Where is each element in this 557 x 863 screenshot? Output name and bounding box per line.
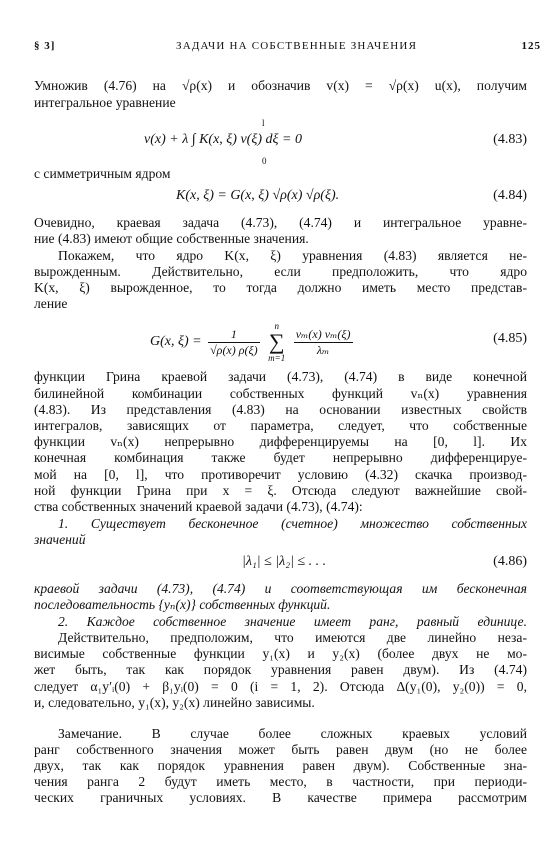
text-line: ства собственных значений краевой задачи (4.73), (4.74):	[34, 499, 363, 514]
text-line: Покажем, что ядро K(x, ξ) уравнения (4.83) является не-	[58, 248, 527, 263]
running-header	[34, 40, 541, 54]
equation-4-86	[34, 548, 527, 572]
text-line: чения ранга 2 будут иметь место, в частности, при периоди-	[34, 774, 527, 789]
text-line: функции vₙ(x) непрерывно дифференцируемы на [0, l]. Их	[34, 434, 527, 449]
text-line: вырожденным. Действительно, если предположить, что ядро	[34, 264, 527, 279]
summation	[268, 321, 285, 363]
text-line: значений	[34, 532, 86, 547]
text-line: с симметричным ядром	[34, 166, 171, 181]
text-line: краевой задачи (4.73), (4.74) и соответствующая им бесконечная	[34, 581, 527, 596]
fraction	[294, 327, 353, 358]
text-line: ранг собственного значения может быть равен двум (но не более	[34, 742, 527, 757]
text-line: K(x, ξ) вырожденное, то тогда должно иметь место представ-	[34, 280, 527, 295]
text-line: Действительно, предположим, что имеются две линейно неза-	[58, 630, 527, 645]
text-line: мой на [0, l], что противоречит условию (4.32) скачка производ-	[34, 467, 527, 482]
equation-body: K(x, ξ) = G(x, ξ) √ρ(x) √ρ(ξ).	[176, 188, 340, 203]
equation-body: v(x) + λ ∫ K(x, ξ) v(ξ) dξ = 0	[144, 132, 302, 147]
text-line: ной функции Грина при x = ξ. Отсюда следуют важнейшие свой-	[34, 483, 527, 498]
text-line: Замечание. В случае более сложных краевых условий	[58, 726, 527, 741]
sigma-icon: ∑	[268, 329, 285, 354]
equation-number: (4.85)	[493, 331, 527, 346]
sum-lower-limit: m=1	[268, 353, 286, 363]
text-line: ческих граничных условиях. В качестве примера рассмотрим	[34, 790, 527, 805]
integral-lower-limit: 0	[262, 156, 267, 166]
text-line: билинейной комбинации собственных функций vₙ(x) уравнения	[34, 386, 527, 401]
text-line: жет быть, так как порядок уравнения равен двум). Из (4.74)	[34, 662, 527, 677]
equation-number: (4.84)	[493, 188, 527, 203]
text-line: последовательность {yₙ(x)} собственных функций.	[34, 597, 331, 612]
equation-lhs: G(x, ξ) =	[150, 334, 202, 350]
text-line: интегральное уравнение	[34, 95, 176, 110]
text-line: ление	[34, 296, 68, 311]
page-number: 125	[521, 40, 541, 52]
text-line: следует α₁y′ᵢ(0) + β₁yᵢ(0) = 0 (i = 1, 2). Отсюда Δ(y₁(0), y₂(0)) = 0,	[34, 679, 527, 694]
text-line: интегралов, зависящих от параметра, следует, что собственные	[34, 418, 527, 433]
fraction-denominator: λₘ	[316, 342, 330, 357]
equation-body: |λ₁| ≤ |λ₂| ≤ . . .	[242, 554, 327, 569]
text-line: Очевидно, краевая задача (4.73), (4.74) и интегральное уравне-	[34, 215, 527, 230]
text-line: 1. Существует бесконечное (счетное) множество собственных	[58, 516, 527, 531]
fraction-denominator: √ρ(x) ρ(ξ)	[210, 342, 258, 357]
text-line: конечная комбинация также будет непрерывно дифференцируе-	[34, 450, 527, 465]
fraction-numerator: 1	[208, 327, 260, 343]
equation-4-83	[34, 118, 527, 166]
equation-4-85	[34, 315, 527, 361]
equation-number: (4.83)	[493, 132, 527, 147]
chapter-title: ЗАДАЧИ НА СОБСТВЕННЫЕ ЗНАЧЕНИЯ	[176, 40, 418, 52]
text-line: двух, так как порядок уравнения равен двум). Собственные зна-	[34, 758, 527, 773]
text-line: Умножив (4.76) на √ρ(x) и обозначив v(x) = √ρ(x) u(x), получим	[34, 78, 527, 93]
text-line: (4.83). Из представления (4.83) на основании известных свойств	[34, 402, 527, 417]
text-line: 2. Каждое собственное значение имеет ранг, равный единице.	[58, 614, 527, 629]
section-marker: § 3]	[34, 40, 56, 52]
fraction-numerator: vₘ(x) vₘ(ξ)	[295, 326, 351, 341]
fraction	[208, 327, 260, 358]
integral-upper-limit: l	[262, 118, 265, 128]
text-line: и, следовательно, y₁(x), y₂(x) линейно зависимы.	[34, 695, 315, 710]
text-line: ние (4.83) имеют общие собственные значения.	[34, 231, 309, 246]
equation-number: (4.86)	[493, 554, 527, 569]
text-line: функции Грина краевой задачи (4.73), (4.74) в виде конечной	[34, 369, 527, 384]
sum-upper-limit: n	[274, 321, 279, 331]
equation-4-84	[34, 184, 527, 208]
text-line: висимые собственные функции y₁(x) и y₂(x) (более двух не мо-	[34, 646, 527, 661]
